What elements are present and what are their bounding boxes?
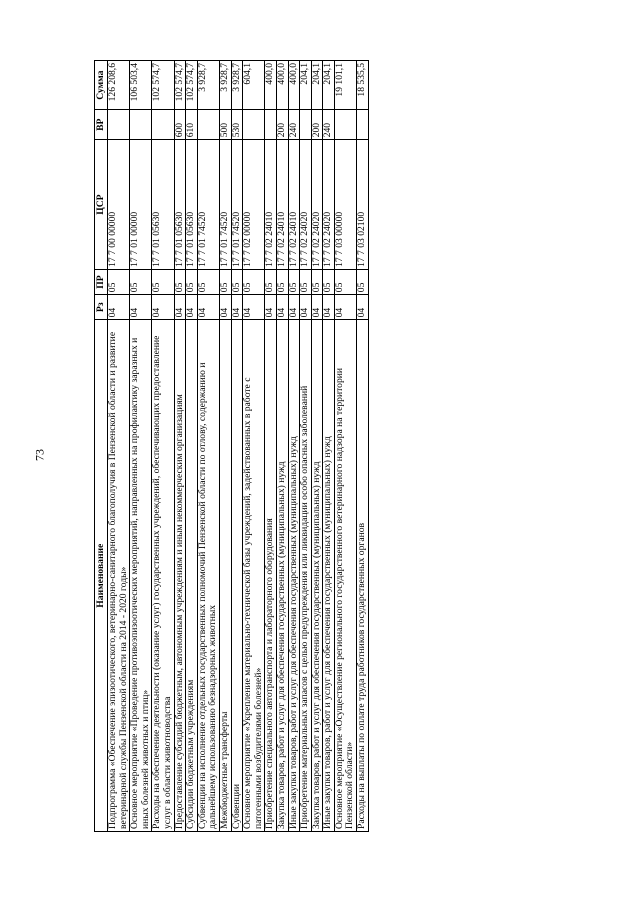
table-row: [219, 61, 231, 832]
cell-name: Субвенции: [231, 320, 243, 832]
cell-vr: [243, 110, 265, 140]
cell-name: Предоставление субсидий бюджетным, автономным учреждениям и иным некоммерческим организациям: [174, 320, 186, 832]
cell-pr: 05: [219, 269, 231, 294]
table-row: [197, 61, 219, 832]
cell-sum: 18 535,5: [357, 61, 369, 110]
cell-sum: 204,1: [323, 61, 335, 110]
cell-pr: 05: [276, 269, 288, 294]
cell-rz: 04: [323, 295, 335, 320]
cell-rz: 04: [334, 295, 356, 320]
cell-vr: 200: [276, 110, 288, 140]
cell-vr: 610: [186, 110, 198, 140]
table-row: [174, 61, 186, 832]
cell-sum: 204,1: [311, 61, 323, 110]
cell-pr: 05: [311, 269, 323, 294]
cell-rz: 04: [197, 295, 219, 320]
cell-csr: 17 7 02 24020: [311, 140, 323, 270]
cell-csr: 17 7 03 00000: [334, 140, 356, 270]
cell-csr: 17 7 03 02100: [357, 140, 369, 270]
page-number: 73: [32, 449, 47, 461]
table-row: [300, 61, 312, 832]
cell-sum: 400,0: [276, 61, 288, 110]
cell-name: Приобретение материальных запасов с целью предупреждения или ликвидации особо опасных заболеваний: [300, 320, 312, 832]
cell-vr: [265, 110, 277, 140]
cell-sum: 3 928,7: [219, 61, 231, 110]
table-row: [186, 61, 198, 832]
table-header-row: [95, 61, 108, 832]
table-row: [357, 61, 369, 832]
cell-pr: 05: [243, 269, 265, 294]
cell-csr: 17 7 02 24010: [276, 140, 288, 270]
cell-sum: 19 101,1: [334, 61, 356, 110]
cell-sum: 604,1: [243, 61, 265, 110]
table-row: [323, 61, 335, 832]
budget-table-container: [94, 60, 562, 832]
cell-sum: 3 928,7: [197, 61, 219, 110]
cell-name: Расходы на выплаты по оплате труда работников государственных органов: [357, 320, 369, 832]
cell-name: Иные закупки товаров, работ и услуг для обеспечения государственных (муниципальных) нужд: [323, 320, 335, 832]
cell-sum: 204,1: [300, 61, 312, 110]
cell-vr: [152, 110, 174, 140]
cell-vr: [130, 110, 152, 140]
cell-pr: 05: [197, 269, 219, 294]
cell-rz: 04: [288, 295, 300, 320]
cell-name: Приобретение специального автотранспорта и лабораторного оборудования: [265, 320, 277, 832]
cell-pr: 05: [231, 269, 243, 294]
cell-csr: 17 7 01 05630: [174, 140, 186, 270]
header-sum: Сумма: [95, 61, 108, 110]
cell-pr: 05: [152, 269, 174, 294]
cell-vr: [357, 110, 369, 140]
cell-csr: 17 7 01 05630: [186, 140, 198, 270]
cell-vr: 500: [219, 110, 231, 140]
cell-pr: 05: [265, 269, 277, 294]
cell-pr: 05: [130, 269, 152, 294]
cell-sum: 102 574,7: [152, 61, 174, 110]
table-body: [108, 61, 369, 832]
cell-pr: 05: [357, 269, 369, 294]
cell-name: Межбюджетные трансферты: [219, 320, 231, 832]
table-row: [288, 61, 300, 832]
cell-csr: 17 7 02 24010: [288, 140, 300, 270]
table-row: [276, 61, 288, 832]
cell-sum: 3 928,7: [231, 61, 243, 110]
cell-rz: 04: [231, 295, 243, 320]
table-row: [108, 61, 130, 832]
cell-sum: 400,0: [288, 61, 300, 110]
cell-vr: [197, 110, 219, 140]
table-row: [231, 61, 243, 832]
table-row: [311, 61, 323, 832]
cell-csr: 17 7 01 05630: [152, 140, 174, 270]
header-rz: Рз: [95, 295, 108, 320]
cell-sum: 106 503,4: [130, 61, 152, 110]
header-vr: ВР: [95, 110, 108, 140]
cell-csr: 17 7 02 24010: [265, 140, 277, 270]
cell-vr: 200: [311, 110, 323, 140]
cell-pr: 05: [334, 269, 356, 294]
cell-name: Основное мероприятие «Осуществление регионального государственного ветеринарного надзора на территории Пензенской области»: [334, 320, 356, 832]
cell-sum: 126 208,6: [108, 61, 130, 110]
cell-rz: 04: [186, 295, 198, 320]
cell-csr: 17 7 02 00000: [243, 140, 265, 270]
cell-vr: 600: [174, 110, 186, 140]
cell-sum: 102 574,7: [174, 61, 186, 110]
cell-pr: 05: [323, 269, 335, 294]
cell-pr: 05: [108, 269, 130, 294]
cell-pr: 05: [174, 269, 186, 294]
cell-rz: 04: [276, 295, 288, 320]
cell-vr: 530: [231, 110, 243, 140]
cell-name: Субвенции на исполнение отдельных государственных полномочий Пензенской области по отлову, содержанию и дальнейшему использованию безнадзорных животных: [197, 320, 219, 832]
cell-name: Субсидии бюджетным учреждениям: [186, 320, 198, 832]
header-name: Наименование: [95, 320, 108, 832]
cell-name: Иные закупки товаров, работ и услуг для обеспечения государственных (муниципальных) нужд: [288, 320, 300, 832]
cell-vr: 240: [288, 110, 300, 140]
cell-sum: 400,0: [265, 61, 277, 110]
table-row: [152, 61, 174, 832]
cell-rz: 04: [265, 295, 277, 320]
cell-rz: 04: [300, 295, 312, 320]
cell-sum: 102 574,7: [186, 61, 198, 110]
cell-rz: 04: [152, 295, 174, 320]
cell-csr: 17 7 02 24020: [300, 140, 312, 270]
cell-rz: 04: [174, 295, 186, 320]
table-row: [130, 61, 152, 832]
budget-table: [94, 60, 369, 832]
table-row: [334, 61, 356, 832]
cell-csr: 17 7 01 74520: [197, 140, 219, 270]
cell-csr: 17 7 00 00000: [108, 140, 130, 270]
cell-pr: 05: [186, 269, 198, 294]
cell-name: Основное мероприятие «Проведение противоэпизоотических мероприятий, направленных на профилактику заразных и иных болезней животных и птиц»: [130, 320, 152, 832]
header-csr: ЦСР: [95, 140, 108, 270]
table-row: [265, 61, 277, 832]
cell-rz: 04: [130, 295, 152, 320]
cell-name: Закупка товаров, работ и услуг для обеспечения государственных (муниципальных) нужд: [311, 320, 323, 832]
cell-name: Расходы на обеспечение деятельности (оказание услуг) государственных учреждений, обеспечивающих предоставление услуг в области животноводства: [152, 320, 174, 832]
cell-csr: 17 7 02 24020: [323, 140, 335, 270]
cell-name: Подпрограмма «Обеспечение эпизоотического, ветеринарно-санитарного благополучия в Пензенской области и развитие ветеринарной службы Пензенской области на 2014 - 2020 годы»: [108, 320, 130, 832]
cell-vr: 240: [323, 110, 335, 140]
cell-vr: [334, 110, 356, 140]
table-row: [243, 61, 265, 832]
cell-rz: 04: [357, 295, 369, 320]
cell-vr: [108, 110, 130, 140]
cell-name: Основное мероприятие «Укрепление материально-технической базы учреждений, задействованных в работе с патогенными возбудителями болезней»: [243, 320, 265, 832]
cell-name: Закупка товаров, работ и услуг для обеспечения государственных (муниципальных) нужд: [276, 320, 288, 832]
cell-vr: [300, 110, 312, 140]
cell-rz: 04: [108, 295, 130, 320]
cell-pr: 05: [288, 269, 300, 294]
cell-csr: 17 7 01 74520: [219, 140, 231, 270]
header-pr: ПР: [95, 269, 108, 294]
cell-csr: 17 7 01 74520: [231, 140, 243, 270]
cell-csr: 17 7 01 00000: [130, 140, 152, 270]
cell-rz: 04: [311, 295, 323, 320]
cell-rz: 04: [243, 295, 265, 320]
cell-pr: 05: [300, 269, 312, 294]
cell-rz: 04: [219, 295, 231, 320]
